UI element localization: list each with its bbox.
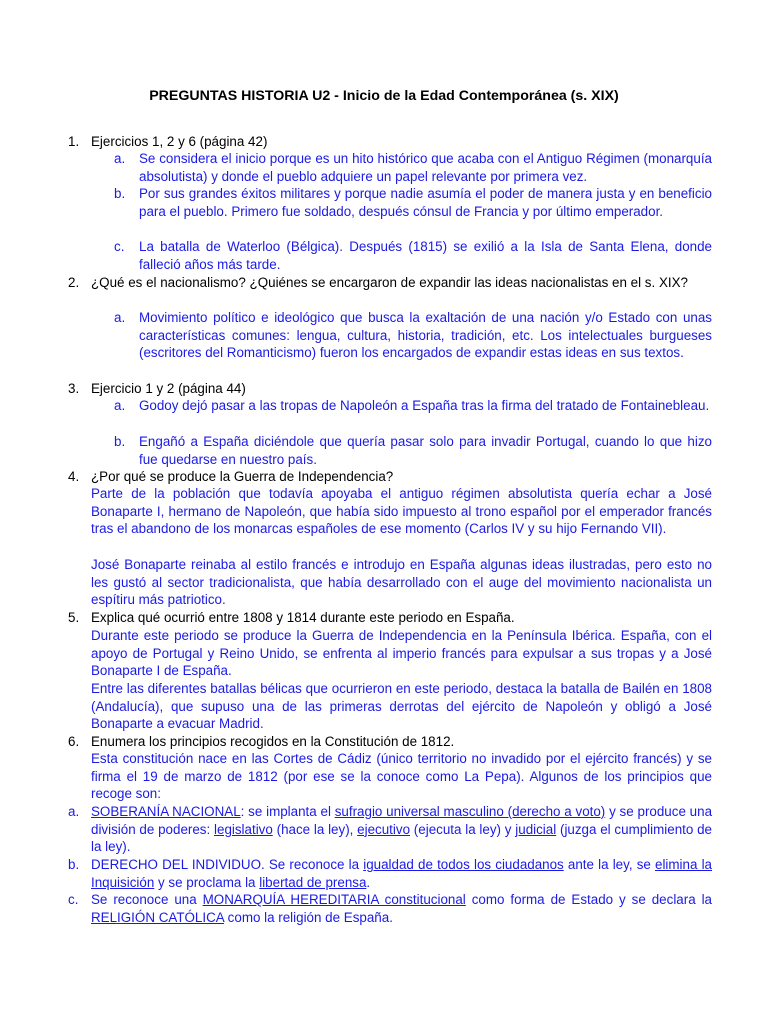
underlined-term: ejecutivo [357, 821, 411, 837]
underlined-term: SOBERANÍA NACIONAL [91, 804, 241, 819]
question-5 [68, 609, 712, 627]
answer-3b [114, 433, 712, 468]
principle-c [68, 891, 712, 926]
principle-text: Se reconoce una MONARQUÍA HEREDITARIA constitucional como forma de Estado y se declara la RELIGIÓN CATÓLICA como la religión de España. [91, 892, 713, 925]
answer-text: Godoy dejó pasar a las tropas de Napoleón a España tras la firma del tratado de Fontainebleau. [139, 398, 710, 413]
principle-letter: a. [68, 804, 80, 819]
question-text: ¿Por qué se produce la Guerra de Independencia? [91, 469, 394, 484]
underlined-term: legislativo [214, 821, 273, 837]
question-number: 5. [68, 610, 80, 625]
document-title: PREGUNTAS HISTORIA U2 - Inicio de la Edad Contemporánea (s. XIX) [149, 88, 619, 104]
answer-letter: a. [114, 398, 126, 413]
question-2 [68, 274, 712, 292]
underlined-term: elimina la Inquisición [91, 857, 712, 890]
question-number: 1. [68, 134, 80, 149]
answer-5-paragraph-2: Entre las diferentes batallas bélicas que ocurrieron en este periodo, destaca la batalla de Bailén en 1808 (Andalucía), que supuso una de las primeras derrotas del ejército de Napoleón y obligó a José Bonaparte a evacuar Madrid. [91, 681, 712, 732]
answer-letter: b. [114, 434, 126, 449]
question-text: ¿Qué es el nacionalismo? ¿Quiénes se encargaron de expandir las ideas nacionalistas en el s. XIX? [91, 275, 688, 290]
question-text: Ejercicio 1 y 2 (página 44) [91, 381, 246, 396]
question-number: 6. [68, 734, 80, 749]
underlined-term: MONARQUÍA HEREDITARIA constitucional [202, 892, 466, 907]
underlined-term: igualdad de todos los ciudadanos [363, 857, 564, 872]
underlined-term: judicial [515, 821, 557, 837]
answer-3a [114, 397, 712, 415]
answer-1b [114, 185, 712, 220]
principle-a [68, 803, 712, 856]
answer-letter: a. [114, 310, 126, 325]
principle-letter: c. [68, 892, 79, 907]
question-1 [68, 133, 712, 151]
answer-letter: b. [114, 186, 126, 201]
answer-1c [114, 238, 712, 273]
question-6 [68, 733, 712, 751]
question-number: 2. [68, 275, 80, 290]
question-text: Explica qué ocurrió entre 1808 y 1814 durante este periodo en España. [91, 610, 515, 625]
answer-5-paragraph-1: Durante este periodo se produce la Guerra de Independencia en la Península Ibérica. España, con el apoyo de Portugal y Reino Unido, se enfrenta al imperio francés para expulsar a sus tropas y a José Bonaparte I de España. [91, 628, 712, 679]
answer-text: Se considera el inicio porque es un hito histórico que acaba con el Antiguo Régimen (monarquía absolutista) y donde el pueblo adquiere un papel relevante por primera vez. [139, 151, 712, 184]
answer-text: Movimiento político e ideológico que busca la exaltación de una nación y/o Estado con unas características comunes: lengua, cultura, historia, tradición, etc. Los intelectuales burgueses (escritores del Romanticismo) fueron los encargados de expandir estas ideas en sus textos. [139, 310, 712, 361]
underlined-term: sufragio universal masculino (derecho a voto) [334, 804, 606, 819]
underlined-term: libertad de prensa [259, 874, 367, 890]
answer-4-paragraph-1: Parte de la población que todavía apoyaba el antiguo régimen absolutista quería echar a José Bonaparte I, hermano de Napoleón, que había sido impuesto al trono español por el emperador francés tras el abandono de los monarcas españoles de ese momento (Carlos IV y su hijo Fernando VII). [91, 486, 712, 537]
question-number: 3. [68, 381, 80, 396]
underlined-term: RELIGIÓN CATÓLICA [91, 909, 224, 925]
principle-text: SOBERANÍA NACIONAL: se implanta el sufragio universal masculino (derecho a voto) y se produce una división de poderes: legislativo (hace la ley), ejecutivo (ejecuta la ley) y judicial (juzga el cumplimiento de la ley). [91, 804, 713, 855]
principle-letter: b. [68, 857, 80, 872]
question-text: Ejercicios 1, 2 y 6 (página 42) [91, 134, 268, 149]
answer-text: La batalla de Waterloo (Bélgica). Después (1815) se exilió a la Isla de Santa Elena, donde falleció años más tarde. [139, 239, 712, 272]
question-text: Enumera los principios recogidos en la Constitución de 1812. [91, 734, 455, 749]
answer-6-paragraph: Esta constitución nace en las Cortes de Cádiz (único territorio no invadido por el ejército francés) y se firma el 19 de marzo de 1812 (por ese se la conoce como La Pepa). Algunos de los principios que recoge son: [91, 751, 712, 802]
question-4 [68, 468, 712, 486]
answer-text: Por sus grandes éxitos militares y porque nadie asumía el poder de manera justa y en beneficio para el pueblo. Primero fue soldado, después cónsul de Francia y por último emperador. [139, 186, 712, 219]
principle-b [68, 856, 712, 891]
answer-text: Engañó a España diciéndole que quería pasar solo para invadir Portugal, cuando lo que hizo fue quedarse en nuestro país. [139, 434, 712, 467]
answer-1a [114, 150, 712, 185]
answer-2a [114, 309, 712, 362]
answer-letter: a. [114, 151, 126, 166]
question-3 [68, 380, 712, 398]
question-number: 4. [68, 469, 80, 484]
principle-text: DERECHO DEL INDIVIDUO. Se reconoce la igualdad de todos los ciudadanos ante la ley, se elimina la Inquisición y se proclama la libertad de prensa. [91, 857, 712, 890]
answer-letter: c. [114, 239, 125, 254]
answer-4-paragraph-2: José Bonaparte reinaba al estilo francés e introdujo en España algunas ideas ilustradas, pero esto no les gustó al sector tradicionalista, que había desarrollado con el auge del movimiento nacionalista un espítiru más patriotico. [91, 557, 712, 608]
